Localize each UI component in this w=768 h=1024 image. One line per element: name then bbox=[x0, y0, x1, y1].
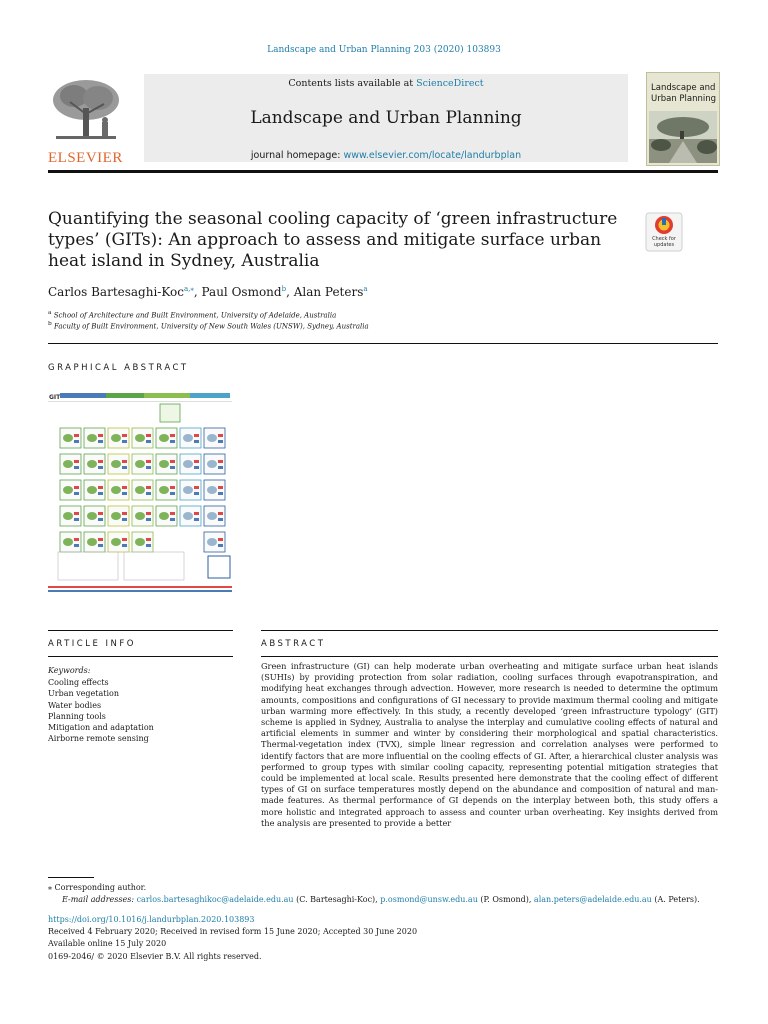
git-cell-thumbnail bbox=[135, 434, 145, 442]
contents-line bbox=[144, 78, 628, 89]
abstract-heading: ABSTRACT bbox=[261, 639, 326, 649]
affiliation-b: $^b$ Faculty of Built Environment, University of New South Wales (UNSW), Sydney, Australia bbox=[48, 321, 369, 331]
git-cell-winter-swatch bbox=[218, 440, 223, 443]
git-cell-winter-swatch bbox=[74, 440, 79, 443]
article-info-heading: ARTICLE INFO bbox=[48, 639, 136, 649]
git-cell-summer-swatch bbox=[218, 434, 223, 437]
abstract-rule bbox=[261, 656, 718, 657]
git-cell-thumbnail bbox=[207, 434, 217, 442]
git-cell-thumbnail bbox=[159, 512, 169, 520]
git-cell-winter-swatch bbox=[98, 544, 103, 547]
git-cell-winter-swatch bbox=[146, 466, 151, 469]
git-cell-summer-swatch bbox=[194, 512, 199, 515]
git-cell-thumbnail bbox=[183, 460, 193, 468]
graphical-abstract-figure[interactable] bbox=[48, 392, 232, 596]
git-cell-summer-swatch bbox=[98, 538, 103, 541]
journal-cover[interactable] bbox=[646, 72, 720, 166]
git-cell-winter-swatch bbox=[170, 518, 175, 521]
git-cell-winter-swatch bbox=[146, 440, 151, 443]
article-title: Quantifying the seasonal cooling capacity of ‘green infrastructure types’ (GITs): An approach to assess and mitigate surface urban heat island in Sydney, Australia bbox=[48, 209, 618, 271]
git-cell-winter-swatch bbox=[98, 440, 103, 443]
git-cell-thumbnail bbox=[63, 460, 73, 468]
keyword-item[interactable]: Cooling effects bbox=[48, 678, 109, 687]
git-cell-summer-swatch bbox=[218, 486, 223, 489]
git-cell-thumbnail bbox=[207, 512, 217, 520]
homepage-label: journal homepage: bbox=[250, 150, 344, 161]
git-cell-summer-swatch bbox=[170, 486, 175, 489]
git-cell-thumbnail bbox=[63, 486, 73, 494]
git-cell-thumbnail bbox=[207, 538, 217, 546]
git-cell-thumbnail bbox=[183, 434, 193, 442]
git-cell-winter-swatch bbox=[122, 518, 127, 521]
contents-prefix: Contents lists available at bbox=[288, 78, 417, 89]
figure-git-label: GIT bbox=[49, 394, 61, 401]
git-cell-thumbnail bbox=[63, 538, 73, 546]
git-cell-winter-swatch bbox=[218, 466, 223, 469]
git-cell-thumbnail bbox=[183, 486, 193, 494]
git-cell-winter-swatch bbox=[170, 440, 175, 443]
homepage-link[interactable]: www.elsevier.com/locate/landurbplan bbox=[343, 150, 522, 161]
copyright: 0169-2046/ © 2020 Elsevier B.V. All rights reserved. bbox=[48, 952, 262, 961]
git-top-cell bbox=[160, 404, 180, 422]
git-cell-summer-swatch bbox=[194, 434, 199, 437]
git-cell-summer-swatch bbox=[122, 486, 127, 489]
journal-title: Landscape and Urban Planning bbox=[250, 108, 522, 128]
git-cell-thumbnail bbox=[111, 434, 121, 442]
git-cell-summer-swatch bbox=[146, 486, 151, 489]
git-cell-thumbnail bbox=[111, 486, 121, 494]
git-cell-winter-swatch bbox=[170, 466, 175, 469]
keywords-label: Keywords: bbox=[48, 666, 91, 675]
git-cell-thumbnail bbox=[87, 538, 97, 546]
keyword-list bbox=[48, 677, 154, 745]
cover-title: Landscape and Urban Planning bbox=[651, 83, 717, 104]
affiliation-a: $^a$ School of Architecture and Built Environment, University of Adelaide, Australia bbox=[48, 310, 337, 320]
git-cell-winter-swatch bbox=[194, 440, 199, 443]
git-cell-summer-swatch bbox=[170, 460, 175, 463]
publisher-logo-text: ELSEVIER bbox=[48, 150, 123, 166]
git-cell-thumbnail bbox=[159, 486, 169, 494]
git-cell-summer-swatch bbox=[98, 460, 103, 463]
abstract-text: Green infrastructure (GI) can help moderate urban overheating and mitigate surface urban heat islands (SUHIs) by providing protection from solar radiation, cooling surfaces through evapotranspiration, and modifying heat exchanges through advection. However, more research is needed to determine the optimum amounts, compositions and configurations of GI necessary to provide maximum thermal cooling and mitigate urban warming more effectively. In this study, a recently developed ‘green infrastructure typology’ (GIT) scheme is applied in Sydney, Australia to analyse the interplay and cumulative cooling effects of natural and artificial elements in summer and winter by considering their morphological and spatial characteristics. Thermal-vegetation index (TVX), simple linear regression and correlation analyses were performed to identify factors that are more influential on the cooling effects of GI. After, a hierarchical cluster analysis was performed to group types with similar cooling capacity, representing potential mitigation strategies that could be implemented at local scale. Results presented here demonstrate that the cooling effect of different types of GI on surface temperatures mostly depend on the abundance and composition of natural and man-made features. As thermal performance of GI depends on the interplay between both, this study offers a more holistic and integrated approach to assess and counter urban overheating. Key insights derived from the analysis are presented to provide a better bbox=[261, 661, 718, 828]
check-for-updates-badge[interactable] bbox=[645, 212, 683, 252]
corresponding-author-note: ⁎ Corresponding author. bbox=[48, 883, 147, 892]
git-cell-winter-swatch bbox=[122, 492, 127, 495]
git-cell-summer-swatch bbox=[146, 434, 151, 437]
crossmark-label: Check for updates bbox=[652, 236, 676, 248]
git-cell-summer-swatch bbox=[74, 460, 79, 463]
author-3[interactable]: Alan Peters$^a$ bbox=[293, 285, 368, 299]
git-cell-summer-swatch bbox=[218, 460, 223, 463]
git-cell-summer-swatch bbox=[74, 538, 79, 541]
git-cell-winter-swatch bbox=[74, 518, 79, 521]
git-cell-summer-swatch bbox=[194, 486, 199, 489]
git-cell-summer-swatch bbox=[146, 512, 151, 515]
git-cell-thumbnail bbox=[159, 460, 169, 468]
article-info-rule bbox=[48, 656, 233, 657]
footnote-rule bbox=[48, 877, 94, 878]
git-cell-winter-swatch bbox=[122, 466, 127, 469]
git-cell-thumbnail bbox=[159, 434, 169, 442]
keyword-item[interactable]: Airborne remote sensing bbox=[48, 734, 149, 744]
git-cell-thumbnail bbox=[135, 486, 145, 494]
git-cell-winter-swatch bbox=[98, 492, 103, 495]
git-cell-summer-swatch bbox=[218, 512, 223, 515]
available-online: Available online 15 July 2020 bbox=[48, 939, 167, 948]
git-cell-winter-swatch bbox=[74, 466, 79, 469]
git-cell-thumbnail bbox=[63, 434, 73, 442]
keyword-item[interactable]: Urban vegetation bbox=[48, 689, 119, 699]
git-cell-winter-swatch bbox=[74, 492, 79, 495]
author-list: Carlos Bartesaghi-Koc$^{a,⁎}$, Paul Osmond$^b$, Alan Peters$^a$ bbox=[48, 285, 368, 299]
git-cell-winter-swatch bbox=[194, 518, 199, 521]
header-divider bbox=[48, 170, 718, 173]
elsevier-tree-icon bbox=[48, 78, 124, 146]
email-link-3[interactable]: alan.peters@adelaide.edu.au bbox=[533, 895, 652, 904]
git-cell-winter-swatch bbox=[194, 466, 199, 469]
email-link-2[interactable]: p.osmond@unsw.edu.au bbox=[380, 895, 478, 904]
doi-link[interactable]: https://doi.org/10.1016/j.landurbplan.2020.103893 bbox=[48, 915, 255, 924]
abstract-top-rule bbox=[261, 630, 718, 631]
git-cell-winter-swatch bbox=[146, 518, 151, 521]
git-cell-thumbnail bbox=[63, 512, 73, 520]
git-cell-winter-swatch bbox=[146, 492, 151, 495]
git-cell-thumbnail bbox=[87, 512, 97, 520]
git-cell-summer-swatch bbox=[74, 512, 79, 515]
keyword-item[interactable]: Water bodies bbox=[48, 700, 102, 710]
git-cell-thumbnail bbox=[87, 434, 97, 442]
git-cell-summer-swatch bbox=[146, 460, 151, 463]
git-cell-thumbnail bbox=[111, 538, 121, 546]
git-cell-thumbnail bbox=[87, 460, 97, 468]
journal-homepage-line bbox=[144, 150, 628, 161]
git-cell-summer-swatch bbox=[194, 460, 199, 463]
git-cell-summer-swatch bbox=[122, 512, 127, 515]
git-cell-winter-swatch bbox=[146, 544, 151, 547]
git-cell-winter-swatch bbox=[98, 518, 103, 521]
sciencedirect-link[interactable]: ScienceDirect bbox=[416, 78, 484, 89]
email-label: E-mail addresses: bbox=[62, 895, 137, 904]
git-cell-thumbnail bbox=[183, 512, 193, 520]
graphical-abstract-heading: GRAPHICAL ABSTRACT bbox=[48, 363, 189, 373]
journal-reference[interactable]: Landscape and Urban Planning 203 (2020) 103893 bbox=[267, 45, 501, 55]
git-cell-thumbnail bbox=[207, 486, 217, 494]
received-dates: Received 4 February 2020; Received in revised form 15 June 2020; Accepted 30 June 2020 bbox=[48, 927, 418, 936]
git-cell-summer-swatch bbox=[170, 434, 175, 437]
git-cell-winter-swatch bbox=[98, 466, 103, 469]
git-cell-thumbnail bbox=[111, 460, 121, 468]
section-divider bbox=[48, 343, 718, 344]
git-cell-winter-swatch bbox=[194, 492, 199, 495]
git-cell-summer-swatch bbox=[122, 538, 127, 541]
git-cell-summer-swatch bbox=[98, 512, 103, 515]
keyword-item[interactable]: Mitigation and adaptation bbox=[48, 723, 154, 733]
git-cell-thumbnail bbox=[207, 460, 217, 468]
git-cell-winter-swatch bbox=[170, 492, 175, 495]
git-cell-summer-swatch bbox=[122, 434, 127, 437]
git-cell-summer-swatch bbox=[98, 486, 103, 489]
git-cell-winter-swatch bbox=[122, 544, 127, 547]
git-cell-thumbnail bbox=[135, 512, 145, 520]
author-2[interactable]: Paul Osmond$^b$ bbox=[201, 285, 287, 299]
git-cell-thumbnail bbox=[111, 512, 121, 520]
keyword-item[interactable]: Planning tools bbox=[48, 711, 106, 721]
cover-landscape-image bbox=[649, 111, 717, 163]
email-link-1[interactable]: carlos.bartesaghikoc@adelaide.edu.au bbox=[136, 895, 294, 904]
git-cell-winter-swatch bbox=[218, 518, 223, 521]
elsevier-logo[interactable] bbox=[48, 78, 128, 164]
git-cell-thumbnail bbox=[135, 538, 145, 546]
git-cell-summer-swatch bbox=[170, 512, 175, 515]
git-cell-summer-swatch bbox=[146, 538, 151, 541]
email-addresses: E-mail addresses: carlos.bartesaghikoc@adelaide.edu.au (C. Bartesaghi-Koc), p.osmond@unsw.edu.au (P. Osmond), alan.peters@adelaide.edu.au (A. Peters). bbox=[62, 895, 700, 904]
git-cell-thumbnail bbox=[87, 486, 97, 494]
git-cell-winter-swatch bbox=[218, 492, 223, 495]
git-cell-winter-swatch bbox=[74, 544, 79, 547]
journal-header bbox=[144, 74, 628, 162]
author-1[interactable]: Carlos Bartesaghi-Koc$^{a,⁎}$ bbox=[48, 285, 194, 299]
git-cell-summer-swatch bbox=[218, 538, 223, 541]
git-cell-summer-swatch bbox=[74, 434, 79, 437]
git-cell-winter-swatch bbox=[122, 440, 127, 443]
git-matrix-figure bbox=[48, 392, 232, 596]
git-cell-winter-swatch bbox=[218, 544, 223, 547]
article-info-top-rule bbox=[48, 630, 233, 631]
git-cell-summer-swatch bbox=[122, 460, 127, 463]
git-cell-summer-swatch bbox=[98, 434, 103, 437]
git-cell-thumbnail bbox=[135, 460, 145, 468]
git-cell-summer-swatch bbox=[74, 486, 79, 489]
